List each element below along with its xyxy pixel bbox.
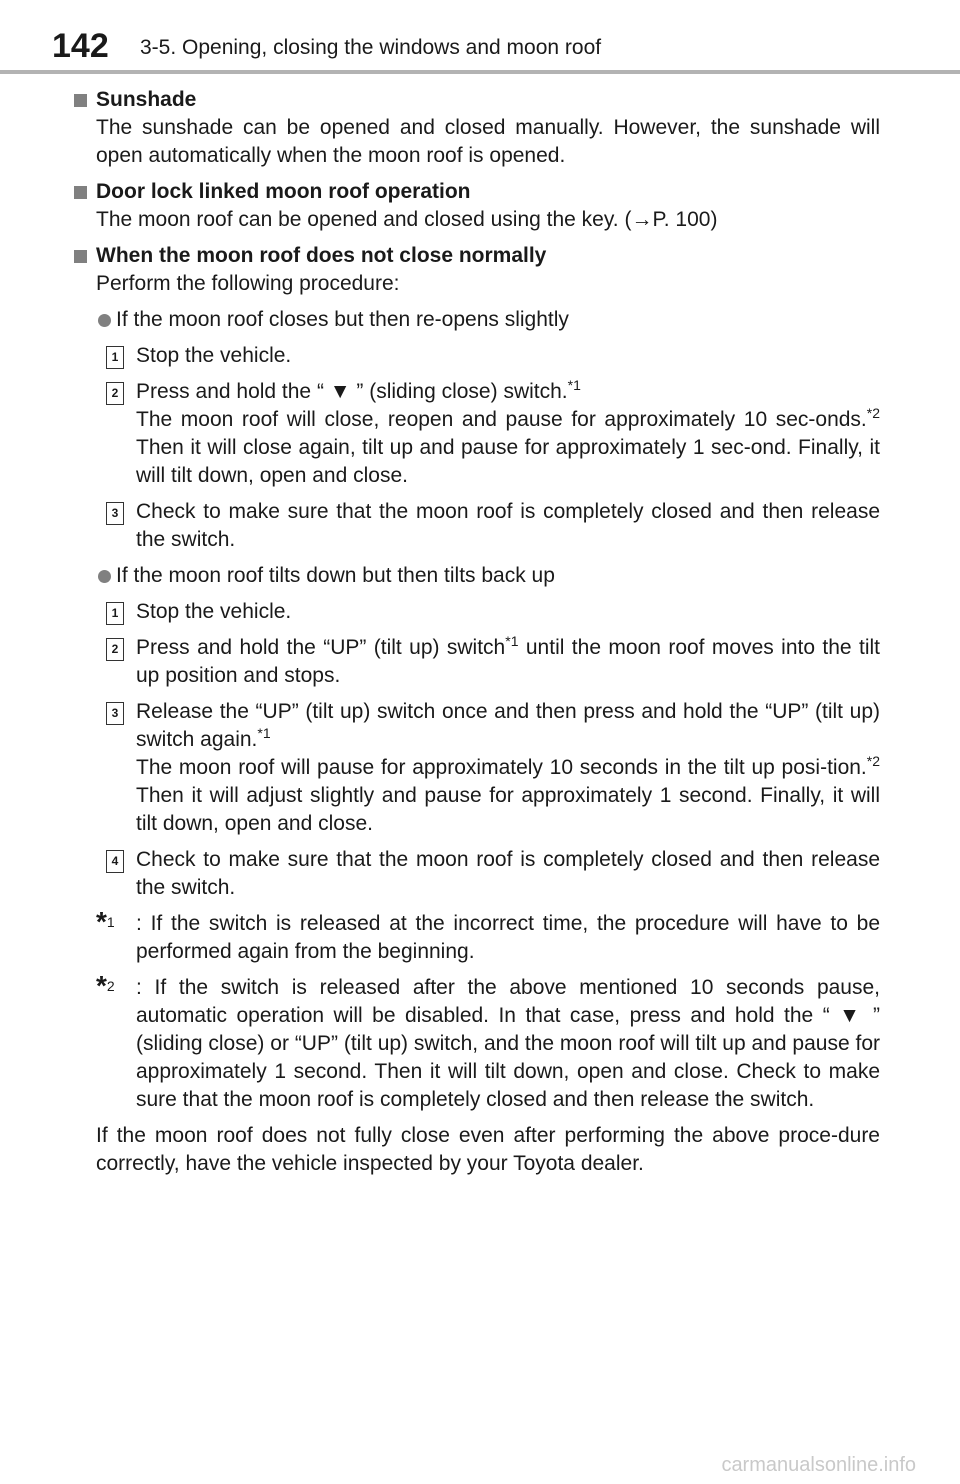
procedure-step: 3 Release the “UP” (tilt up) switch once and then press and hold the “UP” (tilt up) switch again.$^{*1}$ The moon roof will pause for approximately 10 seconds in the tilt up posi-tion.$^{*2}$ Then it will adjust slightly and pause for approximately 1 second. Finally, it will tilt down, open and close. bbox=[136, 698, 880, 838]
procedure-step: 2 Press and hold the “UP” (tilt up) switch$^{*1}$ until the moon roof moves into the tilt up position and stops. bbox=[136, 634, 880, 690]
step-number-badge: 2 bbox=[106, 638, 124, 661]
footnote-ref: *1 bbox=[257, 725, 271, 741]
procedure-step: 2 Press and hold the “ ▼ ” (sliding close) switch.$^{*1}$ The moon roof will close, reopen and pause for approximately 10 sec-onds.$^{*2}$ Then it will close again, tilt up and pause for approximately 1 sec-ond. Finally, it will tilt down, open and close. bbox=[136, 378, 880, 490]
closing-paragraph: If the moon roof does not fully close even after performing the above proce-dure correctly, have the vehicle inspected by your Toyota dealer. bbox=[96, 1124, 880, 1175]
page-header bbox=[0, 0, 960, 74]
section-not-close bbox=[0, 242, 960, 1178]
footnote-ref: *2 bbox=[866, 405, 880, 421]
section-door-lock bbox=[0, 178, 960, 234]
page-number: 142 bbox=[52, 27, 109, 65]
round-bullet-icon bbox=[98, 570, 111, 583]
section-heading: When the moon roof does not close normally bbox=[0, 242, 960, 270]
section-heading: Sunshade bbox=[0, 86, 960, 114]
section-sunshade bbox=[0, 86, 960, 170]
case-bullet: If the moon roof closes but then re-opens slightly bbox=[116, 306, 880, 334]
section-text: The moon roof can be opened and closed using the key. (→P. 100) bbox=[96, 208, 718, 231]
footnote-marker: *$^1$ bbox=[96, 906, 115, 937]
header-rule bbox=[0, 70, 960, 74]
step-number-badge: 1 bbox=[106, 346, 124, 369]
square-bullet-icon bbox=[74, 186, 87, 199]
square-bullet-icon bbox=[74, 250, 87, 263]
square-bullet-icon bbox=[74, 94, 87, 107]
procedure-step: 1 Stop the vehicle. bbox=[136, 598, 880, 626]
footnote-marker: *$^2$ bbox=[96, 970, 115, 1001]
section-text: The sunshade can be opened and closed manually. However, the sunshade will open automatically when the moon roof is opened. bbox=[96, 116, 880, 167]
case-bullet: If the moon roof tilts down but then tilts back up bbox=[116, 562, 880, 590]
procedure-step: 4 Check to make sure that the moon roof is completely closed and then release the switch. bbox=[136, 846, 880, 902]
section-intro: Perform the following procedure: bbox=[96, 272, 400, 295]
step-number-badge: 4 bbox=[106, 850, 124, 873]
footnote-ref: *2 bbox=[866, 753, 880, 769]
footnote-ref: *1 bbox=[567, 377, 581, 393]
section-heading: Door lock linked moon roof operation bbox=[0, 178, 960, 206]
page-content bbox=[0, 86, 960, 1186]
watermark: carmanualsonline.info bbox=[721, 1454, 916, 1476]
footnote-ref: *1 bbox=[505, 633, 519, 649]
procedure-step: 3 Check to make sure that the moon roof is completely closed and then release the switch. bbox=[136, 498, 880, 554]
procedure-step: 1 Stop the vehicle. bbox=[136, 342, 880, 370]
step-number-badge: 2 bbox=[106, 382, 124, 405]
step-number-badge: 3 bbox=[106, 502, 124, 525]
step-number-badge: 3 bbox=[106, 702, 124, 725]
footnote-2: *$^2$ : If the switch is released after the above mentioned 10 seconds pause, automatic operation will be disabled. In that case, press and hold the “ ▼ ” (sliding close) or “UP” (tilt up) switch, and the moon roof will tilt up and pause for approximately 1 second. Then it will tilt down, open and close. Check to make sure that the moon roof is completely closed and then release the switch. bbox=[96, 970, 880, 1111]
round-bullet-icon bbox=[98, 314, 111, 327]
footnote-1: *$^1$ : If the switch is released at the incorrect time, the procedure will have to be performed again from the beginning. bbox=[96, 906, 880, 963]
step-number-badge: 1 bbox=[106, 602, 124, 625]
chapter-title: 3-5. Opening, closing the windows and moon roof bbox=[140, 36, 602, 59]
